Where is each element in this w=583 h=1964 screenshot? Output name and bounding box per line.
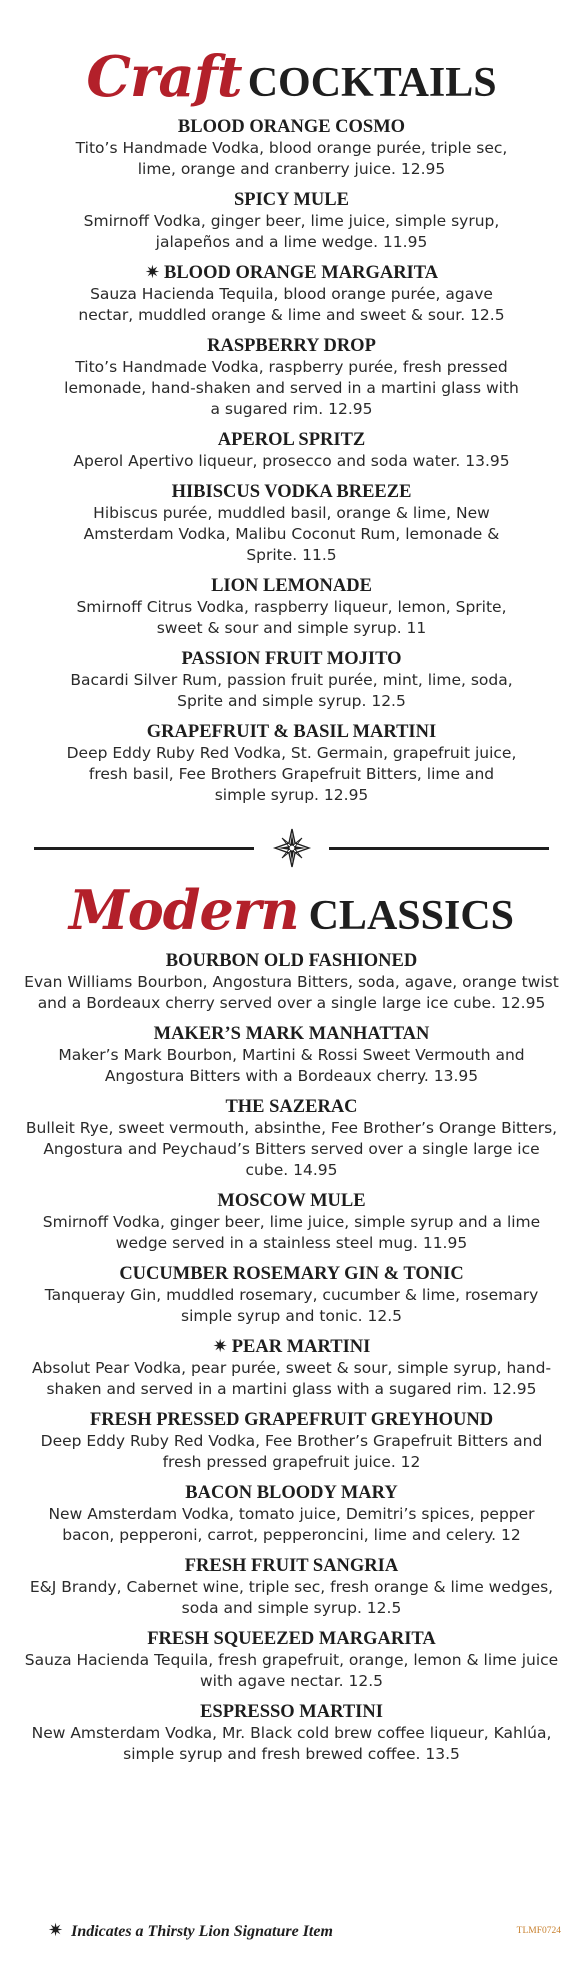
menu-item-name-text: CUCUMBER ROSEMARY GIN & TONIC [119, 1264, 464, 1284]
menu-item-name-text: SPICY MULE [234, 190, 349, 210]
menu-code: TLMF0724 [516, 1926, 561, 1936]
menu-item-description: Deep Eddy Ruby Red Vodka, Fee Brother’s Grapefruit Bitters and fresh pressed grapefruit juice. 12 [40, 1432, 543, 1471]
menu-item-name [0, 1263, 583, 1285]
menu-item-description: Tito’s Handmade Vodka, blood orange purée, triple sec, lime, orange and cranberry juice. 12.95 [75, 139, 508, 178]
menu-item-name-text: MOSCOW MULE [217, 1191, 366, 1211]
modern-classics-list [0, 950, 583, 1765]
menu-item [0, 429, 583, 472]
menu-item-description: Deep Eddy Ruby Red Vodka, St. Germain, grapefruit juice, fresh basil, Fee Brothers Grapefruit Bitters, lime and simple syrup. 12.95 [66, 744, 517, 804]
menu-item-description: Evan Williams Bourbon, Angostura Bitters, soda, agave, orange twist and a Bordeaux cherry served over a single large ice cube. 12.95 [24, 973, 559, 1012]
menu-item-name [0, 1482, 583, 1504]
menu-item-name [0, 950, 583, 972]
menu-item-name [0, 1555, 583, 1577]
menu-item-name-text: FRESH FRUIT SANGRIA [184, 1556, 399, 1576]
divider-line-right [329, 847, 549, 850]
menu-item-name-text: BLOOD ORANGE COSMO [177, 117, 406, 137]
craft-cocktails-list [0, 116, 583, 806]
menu-item [0, 1023, 583, 1087]
menu-item-name [0, 1701, 583, 1723]
menu-item-name [0, 189, 583, 211]
menu-item-name [0, 116, 583, 138]
menu-item-name-text: PASSION FRUIT MOJITO [181, 649, 402, 669]
menu-item [0, 1701, 583, 1765]
divider-line-left [34, 847, 254, 850]
menu-item-name [0, 1336, 583, 1358]
menu-item-description: Bulleit Rye, sweet vermouth, absinthe, Fee Brother’s Orange Bitters, Angostura and Peychaud’s Bitters served over a single large ice cube. 14.95 [25, 1119, 558, 1179]
star-burst-icon: ✷ [144, 262, 160, 283]
menu-item-name-text: PEAR MARTINI [231, 1337, 371, 1357]
menu-item [0, 1555, 583, 1619]
menu-item-description: Bacardi Silver Rum, passion fruit purée, mint, lime, soda, Sprite and simple syrup. 12.5 [70, 671, 513, 710]
modern-classics-heading [0, 878, 583, 950]
menu-item [0, 481, 583, 566]
menu-item-description: New Amsterdam Vodka, tomato juice, Demitri’s spices, pepper bacon, pepperoni, carrot, pepperoncini, lime and celery. 12 [48, 1505, 535, 1544]
menu-item-name-text: BACON BLOODY MARY [185, 1483, 398, 1503]
menu-item-name-text: GRAPEFRUIT & BASIL MARTINI [146, 722, 437, 742]
menu-item-name-text: FRESH PRESSED GRAPEFRUIT GREYHOUND [89, 1410, 494, 1430]
menu-item [0, 1336, 583, 1400]
star-burst-icon: ✷ [212, 1336, 228, 1357]
section-divider [34, 828, 549, 868]
modern-title-caps: CLASSICS [308, 893, 515, 939]
menu-item-name-text: ESPRESSO MARTINI [200, 1702, 383, 1722]
menu-item [0, 262, 583, 326]
menu-item [0, 1482, 583, 1546]
menu-item-name [0, 648, 583, 670]
menu-item-name [0, 721, 583, 743]
menu-item [0, 1409, 583, 1473]
modern-title-script: Modern [68, 878, 299, 942]
menu-item [0, 189, 583, 253]
menu-item-description: Absolut Pear Vodka, pear purée, sweet & sour, simple syrup, hand-shaken and served in a martini glass with a sugared rim. 12.95 [31, 1359, 552, 1398]
menu-item-name-text: FRESH SQUEEZED MARGARITA [147, 1629, 436, 1649]
craft-title-caps: COCKTAILS [247, 60, 497, 106]
menu-item-name-text: BOURBON OLD FASHIONED [165, 951, 418, 971]
menu-item-description: Hibiscus purée, muddled basil, orange & lime, New Amsterdam Vodka, Malibu Coconut Rum, lemonade & Sprite. 11.5 [83, 504, 500, 564]
menu-item [0, 1190, 583, 1254]
menu-item [0, 335, 583, 420]
menu-item-name [0, 1096, 583, 1118]
menu-item-name [0, 1409, 583, 1431]
menu-item-name [0, 1023, 583, 1045]
menu-item-description: Tito’s Handmade Vodka, raspberry purée, fresh pressed lemonade, hand-shaken and served in a martini glass with a sugared rim. 12.95 [64, 358, 519, 418]
menu-item-name [0, 429, 583, 451]
menu-item-name [0, 1190, 583, 1212]
signature-legend-text: Indicates a Thirsty Lion Signature Item [71, 1923, 333, 1940]
menu-item-description: Smirnoff Vodka, ginger beer, lime juice, simple syrup and a lime wedge served in a stainless steel mug. 11.95 [42, 1213, 541, 1252]
menu-item-name-text: LION LEMONADE [211, 576, 372, 596]
star-burst-icon: ✷ [48, 1920, 64, 1941]
menu-item-name [0, 1628, 583, 1650]
menu-item-name [0, 481, 583, 503]
menu-item [0, 1096, 583, 1181]
menu-item [0, 648, 583, 712]
menu-item-description: Maker’s Mark Bourbon, Martini & Rossi Sweet Vermouth and Angostura Bitters with a Bordeaux cherry. 13.95 [58, 1046, 525, 1085]
menu-item [0, 721, 583, 806]
menu-item-name [0, 335, 583, 357]
menu-item [0, 950, 583, 1014]
menu-item-description: Smirnoff Vodka, ginger beer, lime juice, simple syrup, jalapeños and a lime wedge. 11.95 [83, 212, 500, 251]
menu-item-name-text: BLOOD ORANGE MARGARITA [164, 263, 439, 283]
menu-item-name-text: APEROL SPRITZ [217, 430, 366, 450]
menu-item-name-text: THE SAZERAC [225, 1097, 358, 1117]
compass-star-icon [272, 828, 312, 868]
menu-item [0, 1628, 583, 1692]
menu-item-description: E&J Brandy, Cabernet wine, triple sec, fresh orange & lime wedges, soda and simple syrup. 12.5 [29, 1578, 554, 1617]
menu-item [0, 1263, 583, 1327]
menu-item-name-text: MAKER’S MARK MANHATTAN [153, 1024, 430, 1044]
craft-title-script: Craft [86, 44, 242, 110]
menu-item-description: Smirnoff Citrus Vodka, raspberry liqueur, lemon, Sprite, sweet & sour and simple syrup. 11 [76, 598, 507, 637]
menu-item-description: Sauza Hacienda Tequila, blood orange purée, agave nectar, muddled orange & lime and sweet & sour. 12.5 [78, 285, 505, 324]
menu-item-description: Tanqueray Gin, muddled rosemary, cucumber & lime, rosemary simple syrup and tonic. 12.5 [44, 1286, 539, 1325]
menu-item-name-text: HIBISCUS VODKA BREEZE [171, 482, 412, 502]
menu-item-name [0, 575, 583, 597]
menu-item-name [0, 262, 583, 284]
signature-legend [48, 1920, 333, 1941]
craft-cocktails-heading [0, 44, 583, 116]
menu-item [0, 116, 583, 180]
menu-item-name-text: RASPBERRY DROP [207, 336, 376, 356]
menu-item-description: Aperol Apertivo liqueur, prosecco and soda water. 13.95 [73, 452, 510, 470]
menu-item-description: New Amsterdam Vodka, Mr. Black cold brew coffee liqueur, Kahlúa, simple syrup and fresh brewed coffee. 13.5 [31, 1724, 552, 1763]
footer [48, 1920, 583, 1944]
menu-item [0, 575, 583, 639]
menu-item-description: Sauza Hacienda Tequila, fresh grapefruit, orange, lemon & lime juice with agave nectar. 12.5 [24, 1651, 559, 1690]
